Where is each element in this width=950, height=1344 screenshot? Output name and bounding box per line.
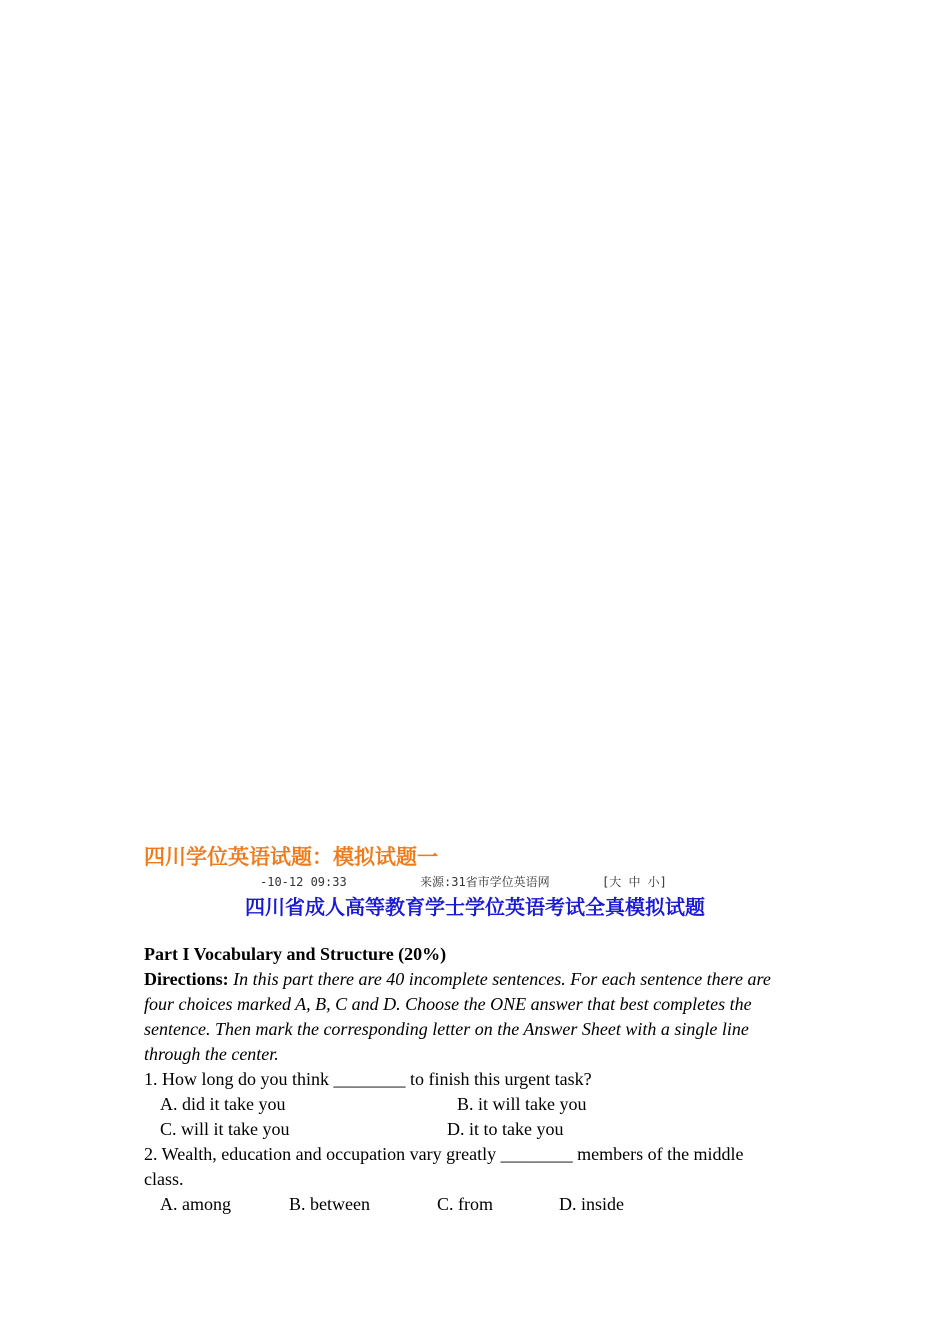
question-stem-line2: class. — [144, 1169, 184, 1189]
article-source: 来源:31省市学位英语网 — [420, 875, 550, 889]
directions — [144, 967, 804, 1067]
option-a: A. among — [160, 1194, 231, 1214]
article-date: -10-12 09:33 — [260, 875, 347, 889]
question-stem-line1: 2. Wealth, education and occupation vary greatly ________ members of the middle — [144, 1144, 744, 1164]
option-b: B. it will take you — [457, 1094, 587, 1114]
font-size-control[interactable]: [大 中 小] — [602, 875, 667, 889]
question-stem — [144, 1142, 804, 1192]
directions-label: Directions: — [144, 969, 229, 989]
article-content — [144, 842, 804, 1217]
part-heading: Part I Vocabulary and Structure (20%) — [144, 944, 447, 964]
option-c: C. will it take you — [160, 1119, 290, 1139]
question-stem: 1. How long do you think ________ to finish this urgent task? — [144, 1069, 592, 1089]
question-options-row — [144, 1092, 804, 1117]
option-d: D. it to take you — [447, 1119, 564, 1139]
directions-text: In this part there are 40 incomplete sentences. For each sentence there are four choices marked A, B, C and D. Choose the ONE answer that best completes the sentence. Then mark the corresponding letter on the Answer Sheet with a single line through the center. — [144, 969, 771, 1064]
question-options-row — [144, 1192, 804, 1217]
option-a: A. did it take you — [160, 1094, 286, 1114]
article-meta — [144, 872, 804, 892]
option-b: B. between — [289, 1194, 370, 1214]
question-options-row — [144, 1117, 804, 1142]
option-c: C. from — [437, 1194, 493, 1214]
exam-subtitle: 四川省成人高等教育学士学位英语考试全真模拟试题 — [245, 895, 705, 919]
article-title: 四川学位英语试题：模拟试题一 — [144, 845, 438, 869]
option-d: D. inside — [559, 1194, 624, 1214]
